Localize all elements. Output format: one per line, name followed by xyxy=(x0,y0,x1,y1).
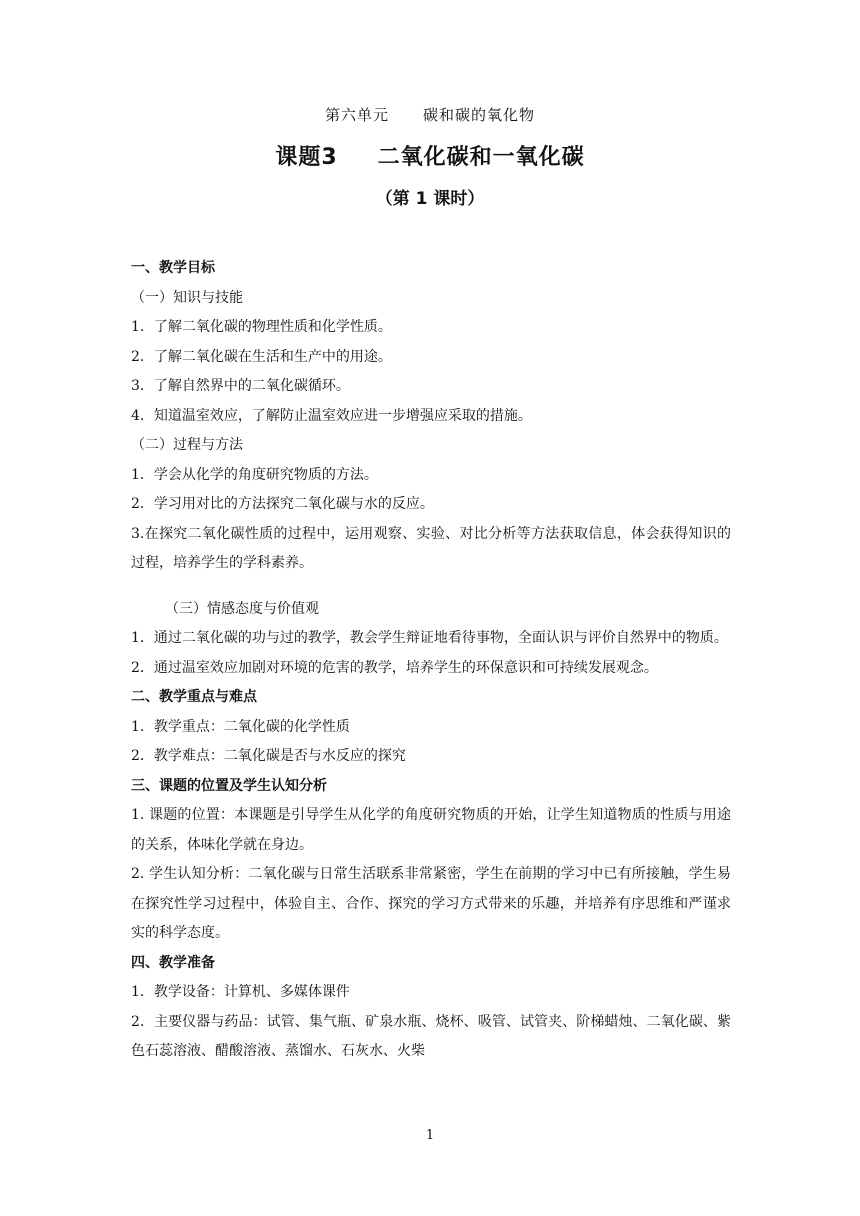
list-item: 1．学会从化学的角度研究物质的方法。 xyxy=(131,466,378,483)
lesson-label: 课题3 xyxy=(275,145,338,170)
list-item: 2．通过温室效应加剧对环境的危害的教学，培养学生的环保意识和可持续发展观念。 xyxy=(131,659,658,676)
section-heading-analysis: 三、课题的位置及学生认知分析 xyxy=(131,777,327,794)
list-item: 2．了解二氧化碳在生活和生产中的用途。 xyxy=(131,348,392,365)
list-item: 1．通过二氧化碳的功与过的教学，教会学生辩证地看待事物，全面认识与评价自然界中的物质。 xyxy=(131,630,728,646)
subheading-knowledge-skills: （一）知识与技能 xyxy=(131,289,243,306)
section-heading-preparation: 四、教学准备 xyxy=(131,954,215,971)
list-item: 2．学习用对比的方法探究二氧化碳与水的反应。 xyxy=(131,496,434,512)
list-item: 1. 课题的位置：本课题是引导学生从化学的角度研究物质的开始，让学生知道物质的性质与用途的关系，体味化学就在身边。 xyxy=(131,807,731,853)
lesson-title xyxy=(0,140,860,171)
list-item: 2. 学生认知分析：二氧化碳与日常生活联系非常紧密，学生在前期的学习中已有所接触，学生易在探究性学习过程中，体验自主、合作、探究的学习方式带来的乐趣，并培养有序思维和严谨求实的科学态度。 xyxy=(131,866,731,941)
list-item: 3.在探究二氧化碳性质的过程中，运用观察、实验、对比分析等方法获取信息，体会获得知识的过程，培养学生的学科素养。 xyxy=(131,525,731,571)
subheading-process-methods: （二）过程与方法 xyxy=(131,437,243,453)
list-item: 2．主要仪器与药品：试管、集气瓶、矿泉水瓶、烧杯、吸管、试管夹、阶梯蜡烛、二氧化碳、紫色石蕊溶液、醋酸溶液、蒸馏水、石灰水、火柴 xyxy=(131,1013,731,1059)
page-number: 1 xyxy=(425,1128,435,1143)
unit-header xyxy=(0,104,860,125)
list-item: 2．教学难点：二氧化碳是否与水反应的探究 xyxy=(131,748,406,764)
document-body xyxy=(131,254,731,1067)
section-heading-key-points: 二、教学重点与难点 xyxy=(131,689,257,705)
section-heading-objectives: 一、教学目标 xyxy=(131,260,215,276)
list-item: 4．知道温室效应，了解防止温室效应进一步增强应采取的措施。 xyxy=(131,407,532,424)
lesson-name: 二氧化碳和一氧化碳 xyxy=(377,145,585,170)
list-item: 1．教学设备：计算机、多媒体课件 xyxy=(131,984,350,1000)
unit-title: 碳和碳的氧化物 xyxy=(423,106,536,124)
session-subtitle: （第 1 课时） xyxy=(375,189,485,209)
unit-label: 第六单元 xyxy=(324,106,389,124)
subheading-attitudes-values: （三）情感态度与价值观 xyxy=(165,600,319,617)
list-item: 1．教学重点：二氧化碳的化学性质 xyxy=(131,718,350,735)
list-item: 1．了解二氧化碳的物理性质和化学性质。 xyxy=(131,319,392,335)
list-item: 3．了解自然界中的二氧化碳循环。 xyxy=(131,378,350,394)
